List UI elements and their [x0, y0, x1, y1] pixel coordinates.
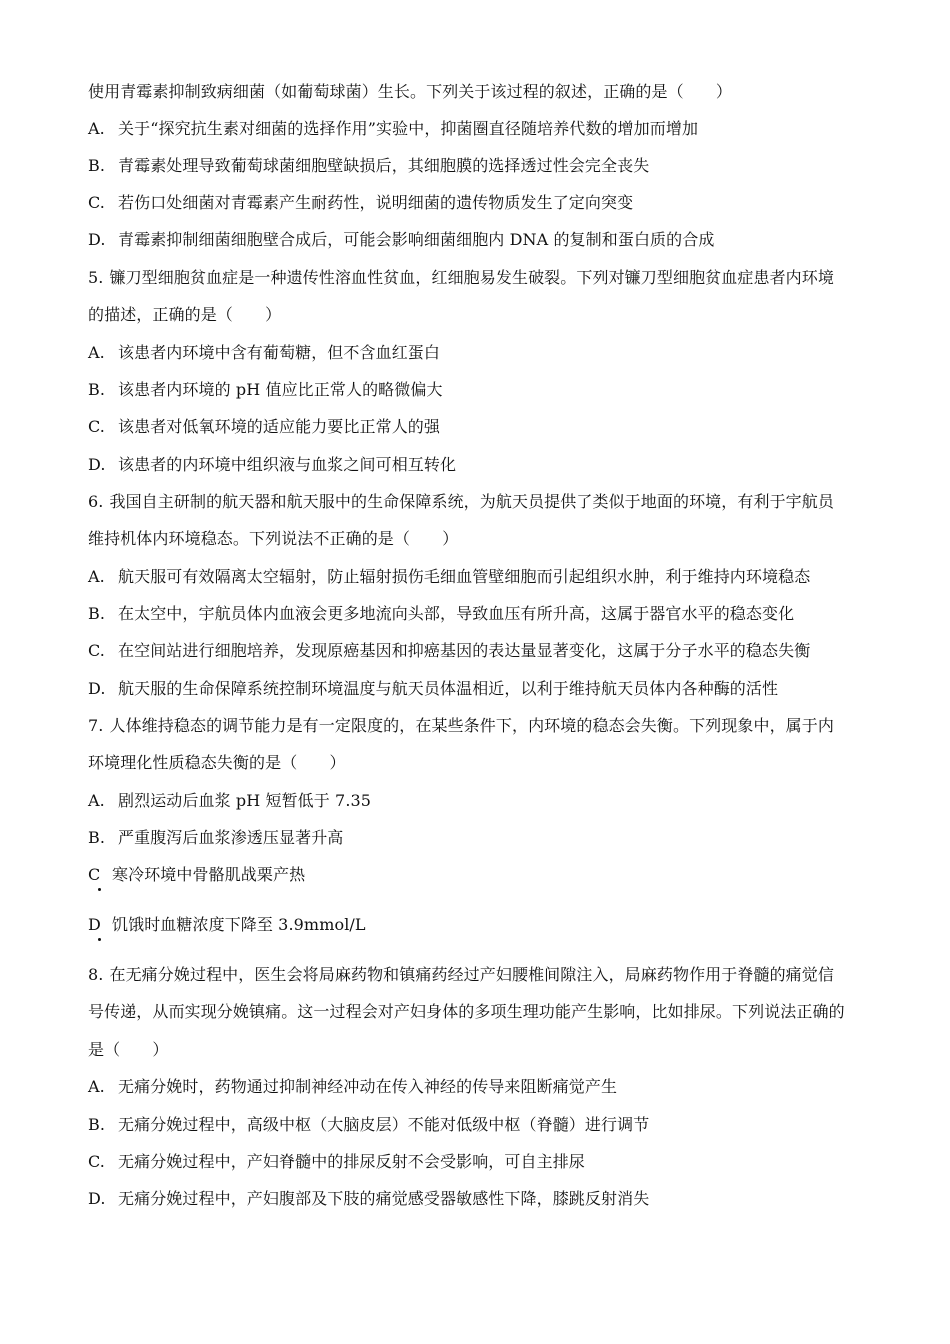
- option-label: C: [88, 865, 101, 884]
- option-label: A.: [88, 567, 105, 586]
- q4-option-b: [88, 158, 870, 174]
- question-stem: 人体维持稳态的调节能力是有一定限度的，在某些条件下，内环境的稳态会失衡。下列现象中，属于内: [109, 716, 834, 735]
- q7-option-d: [88, 917, 870, 933]
- question-stem: 镰刀型细胞贫血症是一种遗传性溶血性贫血，红细胞易发生破裂。下列对镰刀型细胞贫血症患者内环境: [109, 268, 834, 287]
- q7-option-b: [88, 830, 870, 846]
- option-label: A.: [88, 1077, 105, 1096]
- option-text: 该患者的内环境中组织液与血浆之间可相互转化: [118, 455, 457, 474]
- option-text: 寒冷环境中骨骼肌战栗产热: [112, 865, 306, 884]
- q7-stem-line1: [88, 718, 870, 734]
- q8-option-b: [88, 1117, 870, 1133]
- q4-stem-continuation: 使用青霉素抑制致病细菌（如葡萄球菌）生长。下列关于该过程的叙述，正确的是（ ）: [88, 82, 733, 101]
- q6-option-b: [88, 606, 870, 622]
- option-label: C.: [88, 641, 105, 660]
- question-number: 8.: [88, 965, 104, 984]
- option-label: A.: [88, 791, 105, 810]
- q4-option-d: [88, 232, 870, 248]
- option-text: 无痛分娩过程中，产妇腹部及下肢的痛觉感受器敏感性下降，膝跳反射消失: [118, 1189, 650, 1208]
- option-label: C.: [88, 1152, 105, 1171]
- option-text: 航天服的生命保障系统控制环境温度与航天员体温相近，以利于维持航天员体内各种酶的活性: [118, 679, 779, 698]
- option-text: 航天服可有效隔离太空辐射，防止辐射损伤毛细血管壁细胞而引起组织水肿，利于维持内环境稳态: [118, 567, 811, 586]
- q7-option-c: [88, 867, 870, 883]
- option-text: 关于“探究抗生素对细菌的选择作用”实验中，抑菌圈直径随培养代数的增加而增加: [118, 119, 699, 138]
- option-label: D: [88, 915, 101, 934]
- option-label: D.: [88, 230, 106, 249]
- q5-stem-line2: 的描述，正确的是（ ）: [88, 305, 282, 324]
- q5-option-a: [88, 345, 870, 361]
- q4-option-c: [88, 195, 870, 211]
- question-number: 7.: [88, 716, 104, 735]
- option-label: A.: [88, 343, 105, 362]
- option-text: 饥饿时血糖浓度下降至 3.9mmol/L: [112, 915, 366, 934]
- q8-option-a: [88, 1079, 870, 1095]
- option-label: B.: [88, 156, 106, 175]
- q5-option-d: [88, 457, 870, 473]
- option-label: D.: [88, 679, 106, 698]
- option-text: 严重腹泻后血浆渗透压显著升高: [118, 828, 344, 847]
- q6-stem-line1: [88, 494, 870, 510]
- option-text: 在太空中，宇航员体内血液会更多地流向头部，导致血压有所升高，这属于器官水平的稳态变化: [118, 604, 795, 623]
- q5-option-b: [88, 382, 870, 398]
- q8-option-c: [88, 1154, 870, 1170]
- option-label: B.: [88, 1115, 106, 1134]
- option-text: 剧烈运动后血浆 pH 短暂低于 7.35: [118, 791, 372, 810]
- q5-stem-line1: [88, 270, 870, 286]
- question-number: 5.: [88, 268, 104, 287]
- option-text: 该患者内环境中含有葡萄糖，但不含血红蛋白: [118, 343, 441, 362]
- q8-stem-line2: 号传递，从而实现分娩镇痛。这一过程会对产妇身体的多项生理功能产生影响，比如排尿。下列说法正确的: [88, 1002, 845, 1021]
- option-text: 无痛分娩过程中，产妇脊髓中的排尿反射不会受影响，可自主排尿: [118, 1152, 585, 1171]
- q8-stem-line3: 是（ ）: [88, 1040, 169, 1059]
- q6-stem-line2: 维持机体内环境稳态。下列说法不正确的是（ ）: [88, 529, 459, 548]
- q8-option-d: [88, 1191, 870, 1207]
- option-label: C.: [88, 417, 105, 436]
- option-label: D.: [88, 455, 106, 474]
- option-text: 青霉素抑制细菌细胞壁合成后，可能会影响细菌细胞内 DNA 的复制和蛋白质的合成: [118, 230, 715, 249]
- option-label: A.: [88, 119, 105, 138]
- q6-option-c: [88, 643, 870, 659]
- question-number: 6.: [88, 492, 104, 511]
- option-d-dot-mark: [98, 938, 101, 941]
- q4-option-a: [88, 121, 870, 137]
- q5-option-c: [88, 419, 870, 435]
- option-text: 无痛分娩过程中，高级中枢（大脑皮层）不能对低级中枢（脊髓）进行调节: [118, 1115, 650, 1134]
- option-text: 青霉素处理导致葡萄球菌细胞壁缺损后，其细胞膜的选择透过性会完全丧失: [118, 156, 650, 175]
- option-label: C.: [88, 193, 105, 212]
- option-text: 在空间站进行细胞培养，发现原癌基因和抑癌基因的表达量显著变化，这属于分子水平的稳态失衡: [118, 641, 811, 660]
- option-text: 该患者对低氧环境的适应能力要比正常人的强: [118, 417, 441, 436]
- option-label: B.: [88, 828, 106, 847]
- question-stem: 在无痛分娩过程中，医生会将局麻药物和镇痛药经过产妇腰椎间隙注入，局麻药物作用于脊髓的痛觉信: [109, 965, 834, 984]
- option-text: 该患者内环境的 pH 值应比正常人的略微偏大: [118, 380, 443, 399]
- question-stem: 我国自主研制的航天器和航天服中的生命保障系统，为航天员提供了类似于地面的环境，有利于宇航员: [109, 492, 834, 511]
- q7-stem-line2: 环境理化性质稳态失衡的是（ ）: [88, 753, 346, 772]
- q8-stem-line1: [88, 967, 870, 983]
- q7-option-a: [88, 793, 870, 809]
- option-label: B.: [88, 604, 106, 623]
- option-text: 若伤口处细菌对青霉素产生耐药性，说明细菌的遗传物质发生了定向突变: [118, 193, 634, 212]
- option-c-dot-mark: [98, 888, 101, 891]
- q6-option-d: [88, 681, 870, 697]
- option-text: 无痛分娩时，药物通过抑制神经冲动在传入神经的传导来阻断痛觉产生: [118, 1077, 618, 1096]
- option-label: D.: [88, 1189, 106, 1208]
- option-label: B.: [88, 380, 106, 399]
- q6-option-a: [88, 569, 870, 585]
